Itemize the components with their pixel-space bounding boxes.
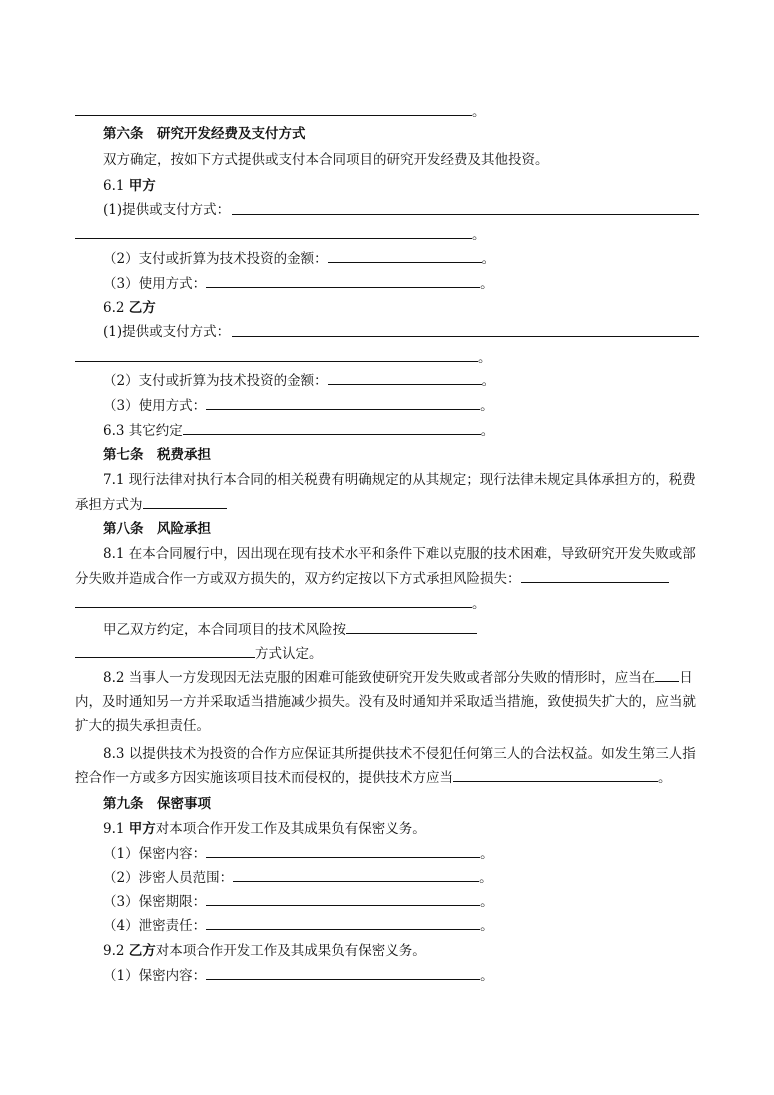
blank-line[interactable]	[233, 869, 479, 882]
blank-line[interactable]	[206, 917, 480, 930]
article-6-heading: 第六条 研究开发经费及支付方式	[103, 126, 306, 142]
field-label: 控合作一方或多方因实施该项目技术而侵权的，提供技术方应当	[75, 770, 453, 786]
field-row	[103, 422, 494, 440]
article-9-heading: 第九条 保密事项	[103, 796, 211, 812]
period: 。	[481, 251, 496, 267]
blank-line[interactable]	[75, 657, 255, 658]
blank-line[interactable]	[655, 669, 679, 682]
period: 。	[480, 276, 494, 292]
section-number: 9.2	[103, 943, 125, 959]
period: 。	[472, 104, 486, 120]
field-label: （2）涉密人员范围：	[103, 870, 234, 886]
blank-line[interactable]	[206, 893, 480, 906]
section-number: 6.2	[103, 300, 125, 316]
party-name: 甲方	[128, 821, 156, 837]
blank-line[interactable]	[75, 607, 472, 608]
blank-line[interactable]	[183, 422, 481, 435]
field-label: 分失败并造成合作一方或双方损失的，双方约定按以下方式承担风险损失：	[75, 571, 521, 587]
field-label: 承担方式为	[75, 497, 143, 513]
period: 。	[480, 894, 494, 910]
period: 。	[480, 968, 494, 984]
article-8-heading: 第八条 风险承担	[103, 521, 211, 537]
blank-line[interactable]	[75, 238, 472, 239]
field-label: （3）使用方式：	[103, 398, 207, 414]
field-row	[103, 250, 495, 268]
field-row	[103, 372, 495, 390]
field-row	[103, 669, 693, 687]
blank-line[interactable]	[206, 275, 480, 288]
section-6-1	[103, 177, 156, 195]
period: 。	[479, 870, 493, 886]
field-label: 8.2 当事人一方发现因无法克服的困难可能致使研究开发失败或者部分失败的情形时，应当在	[103, 670, 656, 686]
field-row	[103, 397, 494, 415]
field-row	[75, 769, 672, 787]
section-6-2	[103, 299, 156, 317]
paragraph-line: 方式认定。	[255, 646, 323, 662]
blank-line[interactable]	[206, 845, 480, 858]
blank-line[interactable]	[453, 769, 658, 782]
party-name: 乙方	[128, 300, 156, 316]
paragraph-line: 8.3 以提供技术为投资的合作方应保证其所提供技术不侵犯任何第三人的合法权益。如发生第三人指	[103, 746, 696, 762]
paragraph-line: 内，及时通知另一方并采取适当措施减少损失。没有及时通知并采取适当措施，致使损失扩大的，应当就	[75, 694, 696, 710]
field-row	[103, 967, 494, 985]
section-9-1	[103, 820, 426, 838]
field-row	[103, 621, 477, 639]
field-label: （2）支付或折算为技术投资的金额：	[103, 251, 328, 267]
field-label: （3）保密期限：	[103, 894, 207, 910]
unit-label: 日	[679, 670, 693, 686]
article-6-intro: 双方确定，按如下方式提供或支付本合同项目的研究开发经费及其他投资。	[103, 152, 549, 168]
section-text: 对本项合作开发工作及其成果负有保密义务。	[155, 943, 426, 959]
field-label: 6.3 其它约定	[103, 423, 183, 439]
field-row	[103, 275, 494, 293]
field-label: （1）保密内容：	[103, 846, 207, 862]
field-row	[75, 496, 227, 514]
field-row	[103, 893, 494, 911]
field-row	[103, 869, 493, 887]
party-name: 乙方	[128, 943, 156, 959]
period: 。	[658, 770, 672, 786]
blank-line[interactable]	[328, 372, 482, 385]
article-7-heading: 第七条 税费承担	[103, 447, 211, 463]
blank-line[interactable]	[521, 570, 669, 583]
period: 。	[478, 350, 492, 366]
period: 。	[480, 918, 494, 934]
period: 。	[472, 596, 486, 612]
blank-line[interactable]	[232, 336, 699, 337]
field-label: （2）支付或折算为技术投资的金额：	[103, 373, 328, 389]
party-name: 甲方	[128, 178, 156, 194]
section-9-2	[103, 942, 426, 960]
paragraph-line: 扩大的损失承担责任。	[75, 718, 210, 734]
blank-line[interactable]	[206, 967, 480, 980]
field-label: (1)提供或支付方式：	[103, 324, 231, 340]
field-label: （1）保密内容：	[103, 968, 207, 984]
field-row	[103, 917, 494, 935]
field-label: 甲乙双方约定，本合同项目的技术风险按	[103, 622, 346, 638]
field-row	[75, 570, 669, 588]
section-text: 对本项合作开发工作及其成果负有保密义务。	[155, 821, 426, 837]
period: 。	[480, 423, 495, 439]
blank-line[interactable]	[346, 621, 477, 634]
blank-line[interactable]	[328, 250, 482, 263]
blank-line[interactable]	[143, 496, 227, 509]
field-label: （3）使用方式：	[103, 276, 207, 292]
paragraph-line: 7.1 现行法律对执行本合同的相关税费有明确规定的从其规定；现行法律未规定具体承担方的，税费	[103, 472, 696, 488]
blank-line[interactable]	[75, 115, 472, 116]
blank-line[interactable]	[232, 214, 699, 215]
section-number: 6.1	[103, 178, 125, 194]
field-label: （4）泄密责任：	[103, 918, 207, 934]
period: 。	[480, 846, 494, 862]
blank-line[interactable]	[75, 361, 478, 362]
paragraph-line: 8.1 在本合同履行中，因出现在现有技术水平和条件下难以克服的技术困难，导致研究开发失败或部	[103, 546, 696, 562]
blank-line[interactable]	[206, 397, 480, 410]
period: 。	[472, 227, 486, 243]
period: 。	[480, 398, 494, 414]
section-number: 9.1	[103, 821, 125, 837]
field-row	[103, 845, 494, 863]
period: 。	[481, 373, 496, 389]
field-label: (1)提供或支付方式：	[103, 202, 231, 218]
